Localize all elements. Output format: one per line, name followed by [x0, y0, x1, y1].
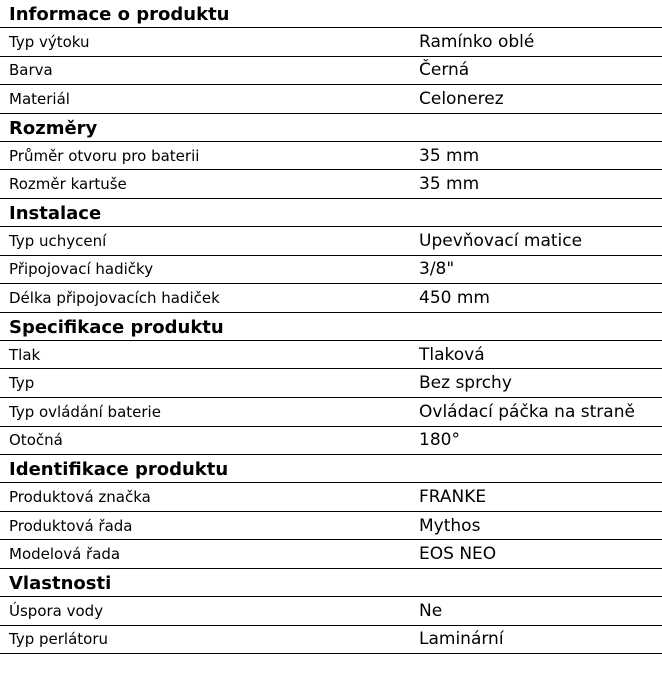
spec-value: 180°	[419, 430, 460, 451]
section-title: Informace o produktu	[0, 0, 662, 28]
section	[0, 199, 662, 313]
spec-row	[0, 57, 662, 86]
spec-label: Barva	[9, 61, 53, 80]
spec-row	[0, 369, 662, 398]
section	[0, 455, 662, 569]
section-title: Specifikace produktu	[0, 313, 662, 341]
spec-label: Modelová řada	[9, 545, 121, 564]
section	[0, 0, 662, 114]
spec-row	[0, 512, 662, 541]
spec-row	[0, 256, 662, 285]
spec-label: Připojovací hadičky	[9, 260, 154, 279]
spec-label: Otočná	[9, 431, 63, 450]
spec-label: Rozměr kartuše	[9, 175, 127, 194]
section	[0, 114, 662, 199]
spec-label: Délka připojovacích hadiček	[9, 288, 220, 307]
spec-label: Úspora vody	[9, 601, 104, 620]
spec-row	[0, 398, 662, 427]
spec-label: Tlak	[9, 345, 41, 364]
spec-value: FRANKE	[419, 486, 487, 507]
section-title: Vlastnosti	[0, 569, 662, 597]
spec-label: Produktová řada	[9, 516, 133, 535]
spec-value: Ovládací páčka na straně	[419, 401, 635, 422]
spec-row	[0, 28, 662, 57]
spec-value: Mythos	[419, 515, 481, 536]
spec-value: EOS NEO	[419, 544, 497, 565]
spec-value: Upevňovací matice	[419, 230, 583, 251]
spec-value: 35 mm	[419, 174, 480, 195]
spec-row	[0, 483, 662, 512]
spec-label: Typ výtoku	[9, 32, 90, 51]
spec-label: Produktová značka	[9, 487, 151, 506]
section-title: Identifikace produktu	[0, 455, 662, 483]
section-title: Rozměry	[0, 114, 662, 142]
spec-label: Materiál	[9, 89, 70, 108]
spec-row	[0, 142, 662, 171]
spec-row	[0, 626, 662, 655]
spec-label: Typ	[9, 374, 35, 393]
spec-value: Černá	[419, 60, 470, 81]
spec-row	[0, 227, 662, 256]
spec-value: Celonerez	[419, 88, 504, 109]
spec-label: Typ ovládání baterie	[9, 402, 161, 421]
spec-row	[0, 540, 662, 569]
spec-row	[0, 597, 662, 626]
spec-value: 450 mm	[419, 287, 490, 308]
section	[0, 313, 662, 455]
spec-value: Bez sprchy	[419, 373, 512, 394]
spec-value: Tlaková	[419, 344, 485, 365]
spec-value: 35 mm	[419, 145, 480, 166]
spec-row	[0, 85, 662, 114]
spec-row	[0, 170, 662, 199]
spec-value: Ramínko oblé	[419, 31, 535, 52]
spec-value: Laminární	[419, 629, 504, 650]
spec-row	[0, 341, 662, 370]
spec-value: Ne	[419, 600, 443, 621]
spec-label: Průměr otvoru pro baterii	[9, 146, 200, 165]
spec-row	[0, 284, 662, 313]
spec-label: Typ perlátoru	[9, 630, 109, 649]
section-title: Instalace	[0, 199, 662, 227]
spec-row	[0, 427, 662, 456]
section	[0, 569, 662, 654]
spec-value: 3/8"	[419, 259, 455, 280]
spec-label: Typ uchycení	[9, 231, 107, 250]
